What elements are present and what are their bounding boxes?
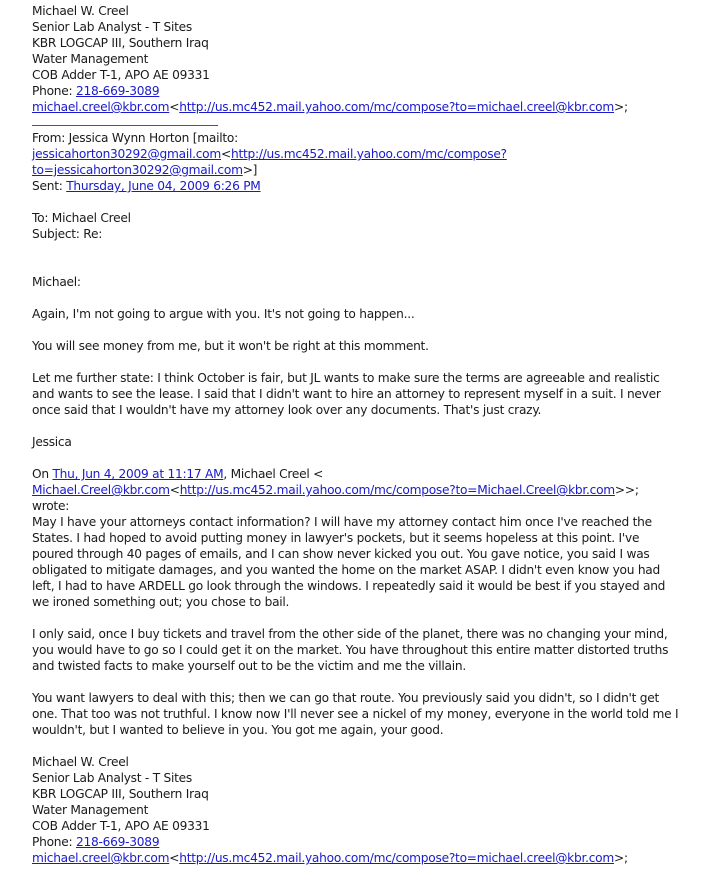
from-line: From: Jessica Wynn Horton [mailto: xyxy=(32,131,238,145)
quote-compose-link[interactable]: http://us.mc452.mail.yahoo.com/mc/compose?to=Michael.Creel@kbr.com xyxy=(179,483,615,497)
body-paragraph-3-line-3: once said that I wouldn't have my attorney look over any documents. That's just crazy. xyxy=(32,403,542,417)
quote-p3-line: wouldn't, but I wanted to believe in you. You got me again, your good. xyxy=(32,723,444,737)
body-paragraph-1: Again, I'm not going to argue with you. It's not going to happen... xyxy=(32,307,415,321)
signature-title: Senior Lab Analyst - T Sites xyxy=(32,771,193,785)
signature-org: KBR LOGCAP III, Southern Iraq xyxy=(32,36,209,50)
angle-open: < xyxy=(221,147,231,161)
quote-p1-line: obligated to mitigate damages, and you wanted the home on the market ASAP. I didn't even know you had xyxy=(32,563,661,577)
body-paragraph-3-line-1: Let me further state: I think October is fair, but JL wants to make sure the terms are agreeable and realistic xyxy=(32,371,660,385)
message-header xyxy=(32,130,710,242)
phone-label: Phone: xyxy=(32,84,76,98)
quote-date-link[interactable]: Thu, Jun 4, 2009 at 11:17 AM xyxy=(52,467,224,481)
sent-date-link[interactable]: Thursday, June 04, 2009 6:26 PM xyxy=(66,179,261,193)
quote-p2-line: and twisted facts to make yourself out to be the victim and me the villain. xyxy=(32,659,467,673)
signature-name: Michael W. Creel xyxy=(32,4,129,18)
angle-close: >; xyxy=(614,100,628,114)
quote-p1-line: we ironed something out; you chose to bail. xyxy=(32,595,290,609)
signature-title: Senior Lab Analyst - T Sites xyxy=(32,20,193,34)
signature-name: Michael W. Creel xyxy=(32,755,129,769)
quote-wrote: wrote: xyxy=(32,499,70,513)
phone-label: Phone: xyxy=(32,835,76,849)
signature-dept: Water Management xyxy=(32,52,149,66)
angle-open: < xyxy=(169,483,180,497)
signature-phone-line xyxy=(32,834,710,850)
to-line: To: Michael Creel xyxy=(32,211,131,225)
quote-p3-line: one. That too was not truthful. I know now I'll never see a nickel of my money, everyone in the world told me I xyxy=(32,707,679,721)
sent-line xyxy=(32,178,710,194)
quote-p3-line: You want lawyers to deal with this; then we can go that route. You previously said you didn't, so I didn't get xyxy=(32,691,660,705)
quote-p1-line: States. I had hoped to avoid putting money in lawyer's pockets, but it seems hopeless at this point. I've xyxy=(32,531,640,545)
phone-link[interactable]: 218-669-3089 xyxy=(75,835,160,849)
on-suffix: , Michael Creel < xyxy=(223,467,324,481)
body-paragraph-2: You will see money from me, but it won't be right at this momment. xyxy=(32,339,429,353)
quote-attribution xyxy=(32,466,710,482)
signature-email-line xyxy=(32,99,710,115)
quote-p1-line: May I have your attorneys contact information? I will have my attorney contact him once I've reached the xyxy=(32,515,652,529)
quote-p2-line: you would have to go so I could get it on the market. You have throughout this entire matter distorted truths xyxy=(32,643,669,657)
compose-link[interactable]: http://us.mc452.mail.yahoo.com/mc/compose?to=michael.creel@kbr.com xyxy=(179,100,615,114)
angle-close: >>; xyxy=(614,483,639,497)
bracket-close: >] xyxy=(242,163,258,177)
on-prefix: On xyxy=(32,467,53,481)
quoted-message xyxy=(32,466,710,738)
email-link[interactable]: michael.creel@kbr.com xyxy=(32,851,170,865)
quote-email-link[interactable]: Michael.Creel@kbr.com xyxy=(32,483,170,497)
signature-address: COB Adder T-1, APO AE 09331 xyxy=(32,68,210,82)
email-link[interactable]: michael.creel@kbr.com xyxy=(32,100,170,114)
from-email-line-2 xyxy=(32,162,710,178)
phone-link[interactable]: 218-669-3089 xyxy=(75,84,160,98)
bottom-signature xyxy=(32,754,710,866)
subject-line: Subject: Re: xyxy=(32,227,103,241)
signature-phone-line xyxy=(32,83,710,99)
from-compose-link-2[interactable]: to=jessicahorton30292@gmail.com xyxy=(32,163,243,177)
body-paragraph-3-line-2: and wants to see the lease. I said that I didn't want to hire an attorney to represent myself in a suit. I never xyxy=(32,387,661,401)
signoff: Jessica xyxy=(32,435,72,449)
quote-email-line xyxy=(32,482,710,498)
angle-open: < xyxy=(169,851,180,865)
from-email-line xyxy=(32,146,710,162)
angle-close: >; xyxy=(614,851,628,865)
compose-link[interactable]: http://us.mc452.mail.yahoo.com/mc/compose?to=michael.creel@kbr.com xyxy=(179,851,615,865)
signature-org: KBR LOGCAP III, Southern Iraq xyxy=(32,787,209,801)
signature-email-line xyxy=(32,850,710,866)
quote-p1-line: poured through 40 pages of emails, and I can show never kicked you out. You gave notice, you said I was xyxy=(32,547,650,561)
signature-dept: Water Management xyxy=(32,803,149,817)
angle-open: < xyxy=(169,100,180,114)
quote-p2-line: I only said, once I buy tickets and travel from the other side of the planet, there was no changing your mind, xyxy=(32,627,668,641)
message-body xyxy=(32,274,710,450)
quote-p1-line: left, I had to have ARDELL go look through the windows. I repeatedly said it would be best if you stayed and xyxy=(32,579,666,593)
from-compose-link-1[interactable]: http://us.mc452.mail.yahoo.com/mc/compose? xyxy=(230,147,507,161)
separator-line xyxy=(32,115,218,126)
from-email-link[interactable]: jessicahorton30292@gmail.com xyxy=(32,147,221,161)
greeting: Michael: xyxy=(32,275,81,289)
sent-label: Sent: xyxy=(32,179,67,193)
top-signature xyxy=(32,3,710,115)
signature-address: COB Adder T-1, APO AE 09331 xyxy=(32,819,210,833)
